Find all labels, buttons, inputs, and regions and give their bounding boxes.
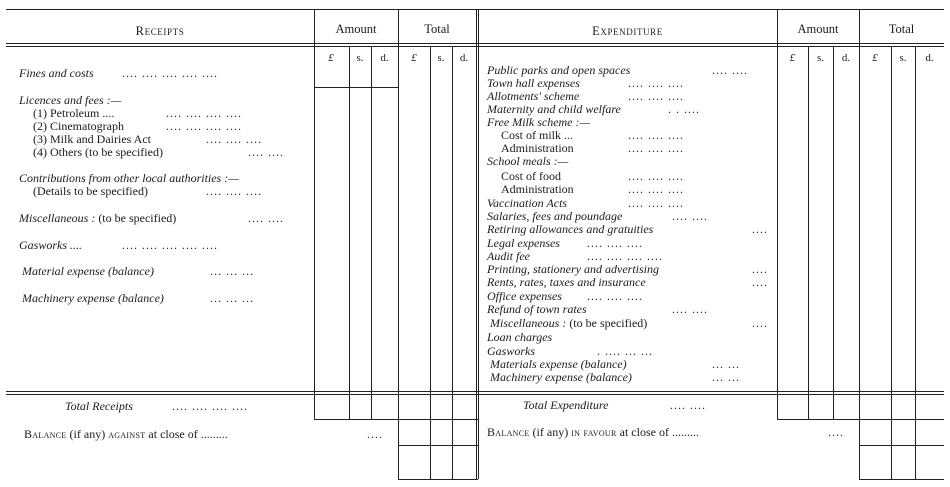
receipt-item-gasworks: Gasworks .... xyxy=(19,238,83,252)
e-amount-s-col xyxy=(808,46,809,420)
receipts-amount-header: Amount xyxy=(335,22,377,36)
r-amount-s: s. xyxy=(356,52,364,64)
e-total-s-col xyxy=(891,46,892,479)
expenditure-dots: .... .... .... xyxy=(628,196,684,210)
expenditure-item: School meals :— xyxy=(487,154,569,168)
e-amount-d-col xyxy=(833,46,834,420)
e-total-s: s. xyxy=(899,52,907,64)
r-total-s: s. xyxy=(437,52,445,64)
receipt-dots: .... .... .... .... .... xyxy=(122,238,218,252)
expenditure-item: Administration xyxy=(501,182,574,196)
expenditure-dots: .... .... xyxy=(672,302,708,316)
expenditure-item: Maternity and child welfare xyxy=(487,102,621,116)
expenditure-dots: ... ... xyxy=(712,370,740,384)
total-receipts-dots: .... .... .... .... xyxy=(172,399,248,413)
receipt-item-licences: Licences and fees :— xyxy=(19,93,122,107)
expenditure-item: Salaries, fees and poundage xyxy=(487,209,623,223)
header-bottom-rule-2 xyxy=(6,46,944,47)
receipts-total-divider xyxy=(398,9,399,479)
expenditure-header: Expenditure xyxy=(592,24,663,38)
expenditure-dots: .... .... .... xyxy=(587,289,643,303)
expenditure-dots: .... .... .... xyxy=(628,89,684,103)
expenditure-amount-header: Amount xyxy=(797,22,839,36)
expenditure-item: Vaccination Acts xyxy=(487,196,568,210)
expenditure-total-header: Total xyxy=(888,22,915,36)
balance-favour-dots: .... xyxy=(828,425,844,439)
receipt-item-fines: Fines and costs xyxy=(19,66,94,80)
r-balance-rule xyxy=(398,445,478,446)
fines-subtotal-rule xyxy=(314,87,398,88)
r-amount-d-col xyxy=(371,46,372,420)
expenditure-dots: .... xyxy=(752,316,768,330)
expenditure-item: Retiring allowances and gratuities xyxy=(487,222,654,236)
expenditure-dots: .... xyxy=(752,275,768,289)
receipt-item-material-expense: Material expense (balance) xyxy=(22,264,154,278)
expenditure-dots: .... .... .... xyxy=(628,141,684,155)
expenditure-item: Town hall expenses xyxy=(487,76,580,90)
totals-top-rule-2 xyxy=(6,394,944,395)
total-receipts-label: Total Receipts xyxy=(65,399,133,413)
r-totals-bottom-rule xyxy=(314,419,478,420)
receipt-item-others: (4) Others (to be specified) xyxy=(33,145,163,159)
header-bottom-rule xyxy=(6,43,944,44)
receipt-dots: ... ... ... xyxy=(210,264,254,278)
receipts-amount-divider xyxy=(314,9,315,420)
expenditure-item: Legal expenses xyxy=(487,236,560,250)
r-amount-s-col xyxy=(349,46,350,420)
e-amount-d: d. xyxy=(841,52,851,64)
receipt-item-details: (Details to be specified) xyxy=(33,184,148,198)
expenditure-total-divider xyxy=(859,9,860,479)
r-final-rule xyxy=(398,479,478,480)
r-amount-pound: £ xyxy=(328,52,334,64)
expenditure-dots: .... xyxy=(752,222,768,236)
expenditure-dots: .... .... .... xyxy=(628,169,684,183)
expenditure-item: Rents, rates, taxes and insurance xyxy=(487,275,646,289)
receipt-item-contributions: Contributions from other local authorities :— xyxy=(19,171,239,185)
e-amount-s: s. xyxy=(816,52,825,64)
expenditure-item: Allotments' scheme xyxy=(487,89,580,103)
expenditure-item: Refund of town rates xyxy=(487,302,587,316)
expenditure-dots: .... xyxy=(752,262,768,276)
receipt-dots: .... .... .... .... xyxy=(166,106,242,120)
total-expenditure-dots: .... .... xyxy=(670,398,706,412)
expenditure-item: Free Milk scheme :— xyxy=(487,115,591,129)
e-amount-pound: £ xyxy=(789,52,796,64)
receipt-dots: .... .... xyxy=(248,211,284,225)
receipts-header: Receipts xyxy=(135,24,185,38)
receipts-total-header: Total xyxy=(424,22,450,36)
e-final-rule xyxy=(859,479,944,480)
middle-divider-2 xyxy=(478,9,479,479)
expenditure-item: Materials expense (balance) xyxy=(490,357,627,371)
receipt-dots: .... .... .... .... .... xyxy=(122,66,218,80)
receipt-dots: .... .... .... .... xyxy=(166,119,242,133)
expenditure-item: Cost of milk ... xyxy=(501,128,574,142)
balance-against-dots: .... xyxy=(367,427,383,441)
e-balance-rule xyxy=(859,445,944,446)
r-total-d-col xyxy=(452,46,453,479)
expenditure-item: Administration xyxy=(501,141,574,155)
expenditure-dots: ... ... xyxy=(712,357,740,371)
totals-top-rule xyxy=(6,391,944,392)
expenditure-dots: .... .... .... xyxy=(628,182,684,196)
expenditure-dots: .... .... xyxy=(712,63,748,77)
balance-favour-line: Balance (if any) in favour at close of ......... xyxy=(487,425,699,439)
e-total-d-col xyxy=(915,46,916,479)
r-amount-d: d. xyxy=(380,52,389,64)
expenditure-item: Audit fee xyxy=(487,249,530,263)
expenditure-dots: .... .... .... xyxy=(628,76,684,90)
middle-divider xyxy=(476,9,477,479)
e-total-pound: £ xyxy=(872,52,878,64)
receipt-dots: .... .... .... xyxy=(206,132,262,146)
top-rule xyxy=(6,9,944,10)
e-totals-bottom-rule xyxy=(777,419,944,420)
expenditure-item: Public parks and open spaces xyxy=(487,63,631,77)
expenditure-dots: .... .... .... xyxy=(628,128,684,142)
receipt-item-milk-dairies: (3) Milk and Dairies Act xyxy=(33,132,151,146)
expenditure-item: Loan charges xyxy=(487,330,553,344)
receipt-item-petroleum: (1) Petroleum .... xyxy=(33,106,115,120)
expenditure-item: Gasworks xyxy=(487,344,536,358)
receipt-item-machinery-expense: Machinery expense (balance) xyxy=(22,291,164,305)
expenditure-amount-divider xyxy=(777,9,778,420)
r-total-d: d. xyxy=(459,52,469,64)
receipt-dots: ... ... ... xyxy=(210,291,254,305)
expenditure-dots: .... .... .... .... xyxy=(587,249,663,263)
receipt-dots: .... .... xyxy=(248,145,284,159)
balance-against-line: Balance (if any) against at close of ......... xyxy=(24,427,228,441)
r-total-s-col xyxy=(430,46,431,479)
total-expenditure-label: Total Expenditure xyxy=(523,398,609,412)
receipt-dots: .... .... .... xyxy=(206,184,262,198)
expenditure-item: Machinery expense (balance) xyxy=(490,370,632,384)
r-total-pound: £ xyxy=(411,52,417,64)
e-total-d: d. xyxy=(925,52,934,64)
receipt-item-miscellaneous: Miscellaneous : (to be specified) xyxy=(19,211,177,225)
expenditure-item: Printing, stationery and advertising xyxy=(487,262,659,276)
expenditure-item: Cost of food xyxy=(501,169,561,183)
receipt-item-cinematograph: (2) Cinematograph xyxy=(33,119,124,133)
expenditure-dots: . . .... xyxy=(668,102,700,116)
expenditure-item: Miscellaneous : (to be specified) xyxy=(490,316,648,330)
expenditure-dots: . .... ... ... xyxy=(597,344,653,358)
expenditure-dots: .... .... xyxy=(672,209,708,223)
expenditure-item: Office expenses xyxy=(487,289,562,303)
expenditure-dots: .... .... .... xyxy=(587,236,643,250)
